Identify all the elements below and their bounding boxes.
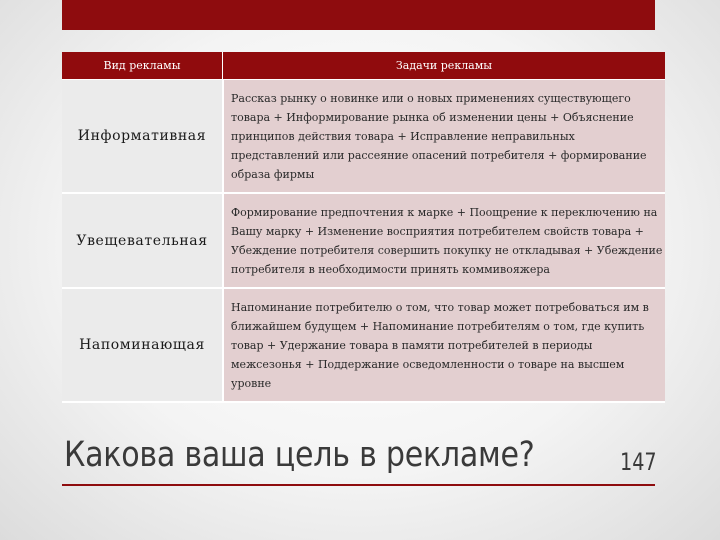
page-number: 147: [620, 448, 657, 476]
ad-tasks-cell: Напоминание потребителю о том, что товар может потребоваться им в ближайшем будущем + Напоминание потребителям о том, где купить товар + Удержание товара в памяти потребителей в периоды межсезонья + Поддержание осведомленности о товаре на высшем уровне: [222, 289, 665, 403]
advertising-types-table: [62, 52, 665, 403]
header-ad-type: Вид рекламы: [62, 52, 222, 80]
table-header-row: [62, 52, 665, 80]
ad-type-cell: Напоминающая: [62, 289, 222, 403]
header-ad-tasks: Задачи рекламы: [222, 52, 665, 80]
ad-tasks-cell: Формирование предпочтения к марке + Поощрение к переключению на Вашу марку + Изменение восприятия потребителем свойств товара + Убеждение потребителя совершить покупку не откладывая + Убеждение потребителя в необходимости принять коммивояжера: [222, 194, 665, 289]
top-decorative-bar: [62, 0, 655, 30]
table-row: [62, 289, 665, 403]
table-row: [62, 194, 665, 289]
ad-type-cell: Информативная: [62, 80, 222, 194]
ad-type-cell: Увещевательная: [62, 194, 222, 289]
ad-tasks-cell: Рассказ рынку о новинке или о новых применениях существующего товара + Информирование рынка об изменении цены + Объяснение принципов действия товара + Исправление неправильных представлений или рассеяние опасений потребителя + формирование образа фирмы: [222, 80, 665, 194]
table-row: [62, 80, 665, 194]
slide-headline: Какова ваша цель в рекламе?: [64, 435, 535, 475]
headline-underline: [62, 484, 655, 486]
